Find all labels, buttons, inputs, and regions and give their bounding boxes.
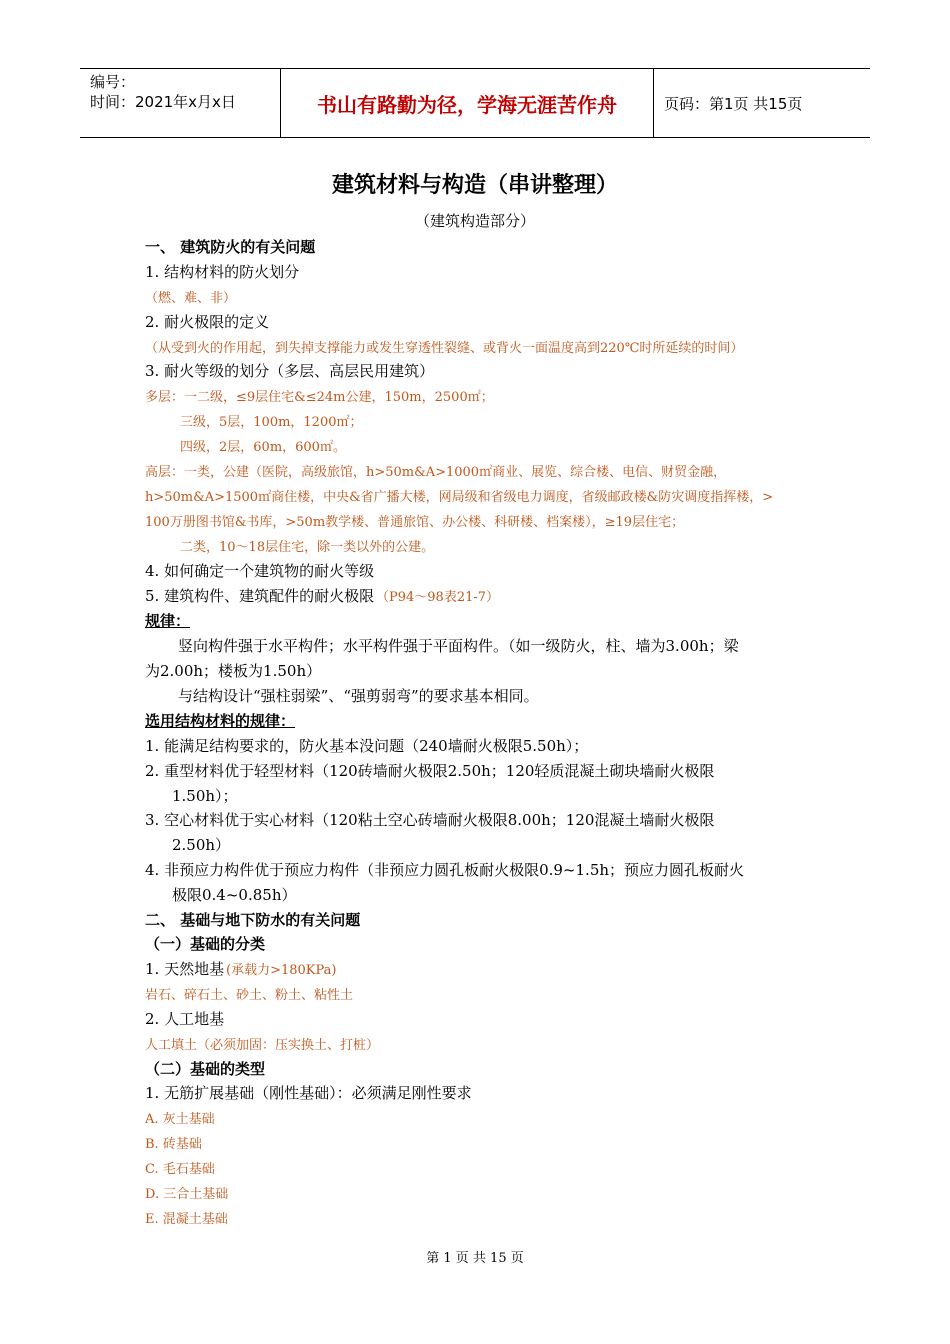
page-footer: 第 1 页 共 15 页 bbox=[426, 1251, 524, 1266]
text-line: 规律： bbox=[145, 612, 191, 630]
text-line: 竖向构件强于水平构件；水平构件强于平面构件。（如一级防火，柱、墙为3.00h；梁 bbox=[178, 637, 739, 655]
text-note: (承载力>180KPa) bbox=[226, 963, 337, 978]
text-line: 选用结构材料的规律： bbox=[145, 712, 296, 730]
text-line: 2. 耐火极限的定义 bbox=[145, 313, 270, 331]
text-line: A. 灰土基础 bbox=[145, 1112, 215, 1127]
text-line: 与结构设计“强柱弱梁”、“强剪弱弯”的要求基本相同。 bbox=[178, 687, 539, 705]
text-line: 为2.00h；楼板为1.50h） bbox=[145, 662, 322, 680]
text-line: 2. 人工地基 bbox=[145, 1010, 225, 1028]
text-line: 二、 基础与地下防水的有关问题 bbox=[145, 911, 361, 929]
text-line: E. 混凝土基础 bbox=[145, 1212, 228, 1227]
header-meta-cell bbox=[80, 69, 281, 137]
number-label: 编号： bbox=[90, 73, 136, 91]
document-subtitle: （建筑构造部分） bbox=[414, 212, 535, 230]
document-header bbox=[80, 68, 870, 138]
text-line: （一）基础的分类 bbox=[145, 935, 266, 953]
motto: 书山有路勤为径，学海无涯苦作舟 bbox=[281, 69, 654, 137]
text-line: D. 三合土基础 bbox=[145, 1187, 229, 1202]
text-line: B. 砖基础 bbox=[145, 1137, 202, 1152]
text-line: 高层：一类，公建（医院，高级旅馆，h>50m&A>1000㎡商业、展览、综合楼、电信、财贸金融， bbox=[145, 465, 727, 480]
text-line: 3. 耐火等级的划分（多层、高层民用建筑） bbox=[145, 362, 435, 380]
text-line: 三级，5层，100m，1200㎡； bbox=[180, 415, 363, 430]
document-title: 建筑材料与构造（串讲整理） bbox=[331, 173, 618, 198]
text-line: 4. 非预应力构件优于预应力构件（非预应力圆孔板耐火极限0.9~1.5h；预应力圆孔板耐火 bbox=[145, 861, 745, 879]
text-line: 4. 如何确定一个建筑物的耐火等级 bbox=[145, 562, 375, 580]
text-line: 1. 无筋扩展基础（刚性基础）：必须满足刚性要求 bbox=[145, 1084, 472, 1102]
text-line: 1.50h）； bbox=[172, 787, 238, 805]
text-line: 2.50h） bbox=[172, 836, 231, 854]
text-line: （从受到火的作用起，到失掉支撑能力或发生穿透性裂缝、或背火一面温度高到220℃时所延续的时间） bbox=[145, 341, 744, 356]
text-line: 二类，10～18层住宅，除一类以外的公建。 bbox=[180, 540, 435, 555]
text-line: 1. 天然地基 bbox=[145, 960, 225, 978]
text-line: 2. 重型材料优于轻型材料（120砖墙耐火极限2.50h；120轻质混凝土砌块墙耐火极限 bbox=[145, 762, 715, 780]
text-line: 人工填土（必须加固：压实换土、打桩） bbox=[145, 1038, 380, 1053]
text-line: h>50m&A>1500㎡商住楼，中央&省广播大楼，网局级和省级电力调度，省级邮政楼&防灾调度指挥楼，> bbox=[145, 490, 774, 505]
text-line: 3. 空心材料优于实心材料（120粘土空心砖墙耐火极限8.00h；120混凝土墙耐火极限 bbox=[145, 811, 715, 829]
page-info: 页码：第1页 共15页 bbox=[664, 95, 803, 113]
text-line: 多层：一二级，≤9层住宅&≤24m公建，150m，2500㎡； bbox=[145, 390, 494, 405]
text-line: C. 毛石基础 bbox=[145, 1162, 215, 1177]
text-line: 1. 能满足结构要求的，防火基本没问题（240墙耐火极限5.50h）； bbox=[145, 737, 589, 755]
date-label: 时间：2021年x月x日 bbox=[90, 93, 236, 111]
text-line: （燃、难、非） bbox=[145, 291, 237, 306]
text-line: （二）基础的类型 bbox=[145, 1060, 266, 1078]
text-line: 四级，2层，60m，600㎡。 bbox=[180, 440, 346, 455]
text-line: 100万册图书馆&书库，>50m教学楼、普通旅馆、办公楼、科研楼、档案楼），≥19层住宅； bbox=[145, 515, 685, 530]
text-line: 1. 结构材料的防火划分 bbox=[145, 263, 300, 281]
text-line: 极限0.4~0.85h） bbox=[172, 886, 297, 904]
text-note: （P94～98表21-7） bbox=[376, 590, 500, 605]
text-line: 一、 建筑防火的有关问题 bbox=[145, 238, 316, 256]
text-line: 5. 建筑构件、建筑配件的耐火极限 bbox=[145, 587, 375, 605]
text-line: 岩石、碎石土、砂土、粉土、粘性土 bbox=[145, 988, 354, 1003]
